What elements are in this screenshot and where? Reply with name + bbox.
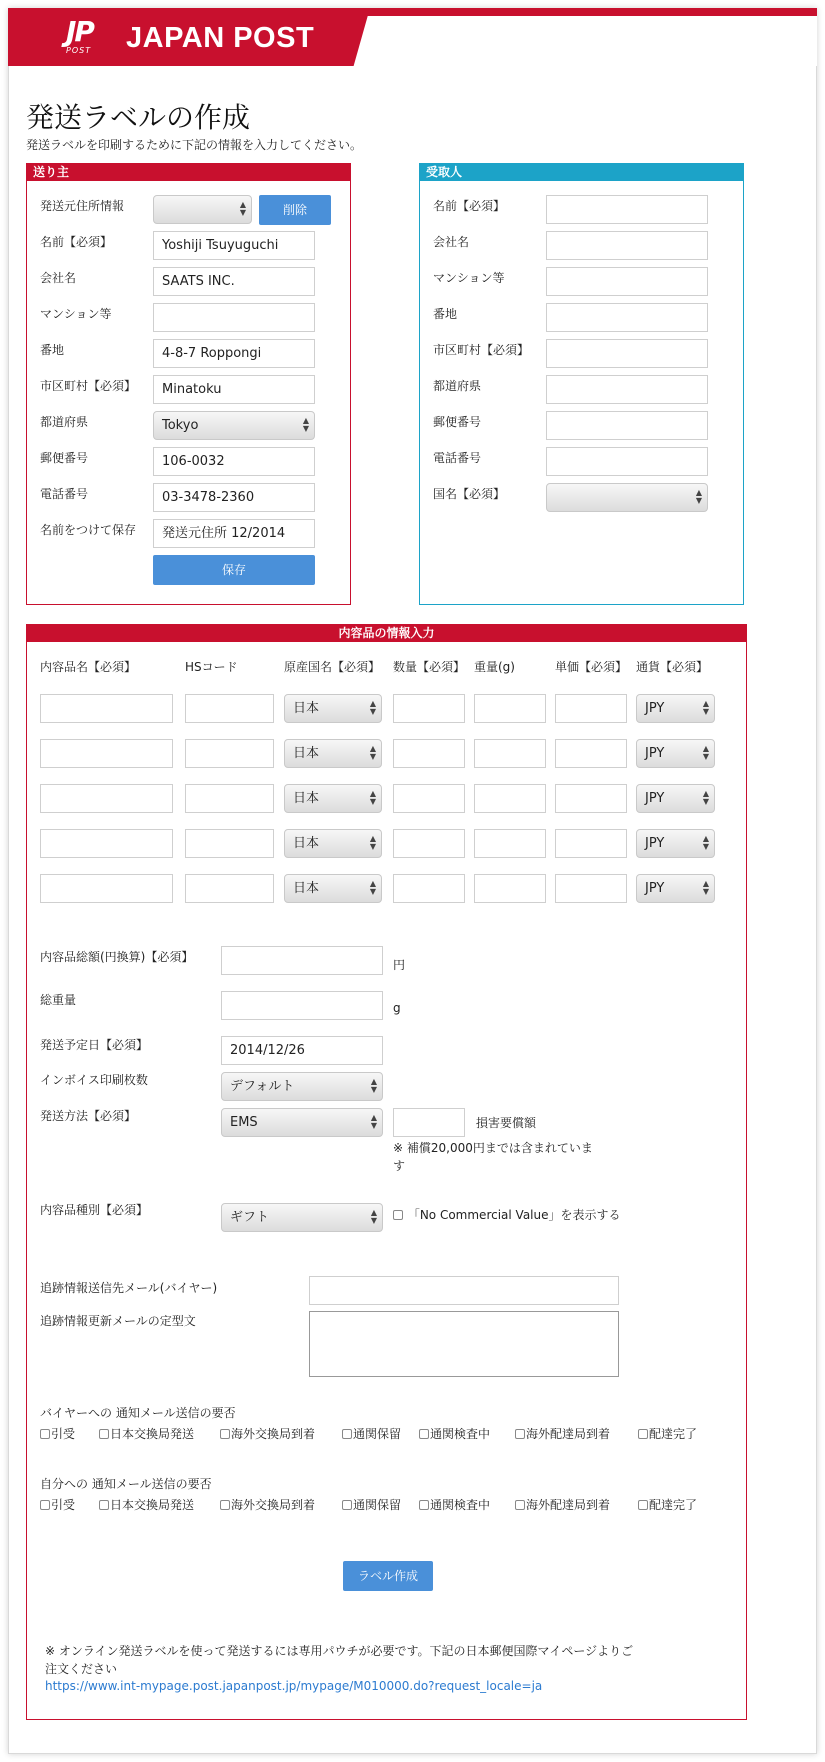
shipping-method-label: 発送方法【必須】: [40, 1109, 137, 1123]
checkbox-icon: [638, 1500, 648, 1510]
total-value-input[interactable]: [221, 946, 383, 975]
checkbox-icon: [342, 1429, 352, 1439]
receiver-company-input[interactable]: [546, 231, 708, 260]
col-hs-code: HSコード: [185, 660, 238, 674]
quantity-input[interactable]: [393, 784, 465, 813]
sender-city-label: 市区町村【必須】: [40, 379, 137, 393]
total-value-label: 内容品総額(円換算)【必須】: [40, 950, 194, 964]
receiver-building-input[interactable]: [546, 267, 708, 296]
sender-company-input[interactable]: SAATS INC.: [153, 267, 315, 296]
receiver-company-label: 会社名: [433, 235, 470, 249]
checkbox-icon: [99, 1429, 109, 1439]
sender-postal-input[interactable]: 106-0032: [153, 447, 315, 476]
unit-price-input[interactable]: [555, 829, 627, 858]
checkbox-icon: [342, 1500, 352, 1510]
origin-select[interactable]: 日本 ▲ ▼: [284, 694, 382, 723]
self-notify-checkbox[interactable]: [638, 1496, 697, 1513]
self-notify-option-label: 配達完了: [649, 1498, 698, 1512]
item-name-input[interactable]: [40, 784, 173, 813]
sender-name-label: 名前【必須】: [40, 235, 113, 249]
currency-select[interactable]: JPY ▲ ▼: [636, 739, 715, 768]
self-notify-checkbox[interactable]: [99, 1496, 194, 1513]
select-arrows-icon: ▲ ▼: [702, 879, 709, 896]
receiver-street-label: 番地: [433, 307, 458, 321]
item-type-select[interactable]: ギフト ▲ ▼: [221, 1203, 383, 1232]
invoice-copies-label: インボイス印刷枚数: [40, 1073, 148, 1087]
currency-select[interactable]: JPY ▲ ▼: [636, 784, 715, 813]
item-name-input[interactable]: [40, 829, 173, 858]
checkbox-icon: [515, 1429, 525, 1439]
select-arrows-icon: ▲ ▼: [702, 744, 709, 761]
sender-street-label: 番地: [40, 343, 65, 357]
quantity-input[interactable]: [393, 874, 465, 903]
logo-subtext: POST: [66, 46, 92, 55]
select-arrows-icon: ▲ ▼: [369, 834, 376, 851]
quantity-input[interactable]: [393, 829, 465, 858]
sender-phone-label: 電話番号: [40, 487, 89, 501]
select-arrows-icon: ▲ ▼: [369, 699, 376, 716]
receiver-building-label: マンション等: [433, 271, 505, 285]
unit-price-input[interactable]: [555, 694, 627, 723]
hs-code-input[interactable]: [185, 829, 274, 858]
unit-price-input[interactable]: [555, 739, 627, 768]
ship-date-input[interactable]: 2014/12/26: [221, 1036, 383, 1065]
select-arrows-icon: ▲ ▼: [369, 789, 376, 806]
col-weight: 重量(g): [474, 660, 515, 674]
page-title: 発送ラベルの作成: [26, 101, 251, 134]
select-arrows-icon: ▲ ▼: [239, 200, 246, 217]
select-arrows-icon: ▲ ▼: [369, 879, 376, 896]
sender-prefecture-label: 都道府県: [40, 415, 89, 429]
buyer-notify-checkbox[interactable]: [419, 1425, 490, 1442]
tracking-email-label: 追跡情報送信先メール(バイヤー): [40, 1281, 218, 1295]
select-arrows-icon: ▲ ▼: [702, 834, 709, 851]
shipping-method-select[interactable]: EMS ▲ ▼: [221, 1108, 383, 1137]
col-quantity: 数量【必須】: [393, 660, 466, 674]
self-notify-option-label: 海外交換局到着: [231, 1498, 316, 1512]
receiver-postal-label: 郵便番号: [433, 415, 482, 429]
save-name-label: 名前をつけて保存: [40, 523, 137, 537]
self-notify-label: 自分への 通知メール送信の要否: [40, 1477, 212, 1491]
total-weight-unit: g: [393, 1001, 401, 1015]
weight-input[interactable]: [474, 739, 546, 768]
buyer-notify-option-label: 引受: [51, 1427, 76, 1441]
tracking-template-textarea[interactable]: [309, 1311, 619, 1377]
japan-post-logo-icon: JP: [66, 15, 93, 48]
receiver-panel: [419, 163, 744, 605]
select-arrows-icon: ▲ ▼: [702, 699, 709, 716]
sender-panel: [26, 163, 351, 605]
insurance-note: ※ 補償20,000円までは含まれていま す: [393, 1141, 593, 1173]
weight-input[interactable]: [474, 829, 546, 858]
buyer-notify-checkbox[interactable]: [638, 1425, 697, 1442]
sender-prefecture-select[interactable]: Tokyo ▲ ▼: [153, 411, 315, 440]
receiver-name-label: 名前【必須】: [433, 199, 506, 213]
sender-building-input[interactable]: [153, 303, 315, 332]
hs-code-input[interactable]: [185, 784, 274, 813]
tracking-template-label: 追跡情報更新メールの定型文: [40, 1314, 196, 1328]
receiver-country-select[interactable]: [546, 483, 708, 512]
checkbox-icon: [220, 1429, 230, 1439]
select-arrows-icon: ▲ ▼: [302, 416, 309, 433]
select-arrows-icon: ▲ ▼: [369, 744, 376, 761]
self-notify-checkbox[interactable]: [220, 1496, 315, 1513]
currency-select[interactable]: JPY ▲ ▼: [636, 694, 715, 723]
total-value-unit: 円: [393, 958, 406, 972]
checkbox-icon: [220, 1500, 230, 1510]
total-weight-label: 総重量: [40, 993, 77, 1007]
self-notify-checkbox[interactable]: [40, 1496, 75, 1513]
self-notify-checkbox[interactable]: [419, 1496, 490, 1513]
brand-name[interactable]: JAPAN POST: [126, 22, 315, 54]
address-info-label: 発送元住所情報: [40, 199, 125, 213]
receiver-prefecture-input[interactable]: [546, 375, 708, 404]
checkbox-icon: [40, 1429, 50, 1439]
weight-input[interactable]: [474, 694, 546, 723]
insurance-input[interactable]: [393, 1108, 465, 1137]
buyer-notify-label: バイヤーへの 通知メール送信の要否: [40, 1406, 236, 1420]
buyer-notify-checkbox[interactable]: [342, 1425, 401, 1442]
save-button[interactable]: 保存: [153, 555, 315, 585]
invoice-copies-select[interactable]: デフォルト ▲ ▼: [221, 1072, 383, 1101]
checkbox-icon: [638, 1429, 648, 1439]
origin-select[interactable]: 日本 ▲ ▼: [284, 784, 382, 813]
receiver-name-input[interactable]: [546, 195, 708, 224]
buyer-notify-checkbox[interactable]: [99, 1425, 194, 1442]
checkbox-icon: [99, 1500, 109, 1510]
checkbox-icon: [515, 1500, 525, 1510]
col-origin: 原産国名【必須】: [284, 660, 381, 674]
checkbox-icon: [419, 1429, 429, 1439]
origin-select[interactable]: 日本 ▲ ▼: [284, 874, 382, 903]
currency-select[interactable]: JPY ▲ ▼: [636, 874, 715, 903]
receiver-city-label: 市区町村【必須】: [433, 343, 530, 357]
sender-postal-label: 郵便番号: [40, 451, 89, 465]
sender-building-label: マンション等: [40, 307, 112, 321]
quantity-input[interactable]: [393, 694, 465, 723]
currency-select[interactable]: JPY ▲ ▼: [636, 829, 715, 858]
unit-price-input[interactable]: [555, 874, 627, 903]
address-info-select[interactable]: [153, 195, 252, 224]
item-name-input[interactable]: [40, 874, 173, 903]
buyer-notify-option-label: 海外配達局到着: [526, 1427, 611, 1441]
quantity-input[interactable]: [393, 739, 465, 768]
hs-code-input[interactable]: [185, 694, 274, 723]
save-name-input[interactable]: 発送元住所 12/2014: [153, 519, 315, 548]
receiver-city-input[interactable]: [546, 339, 708, 368]
buyer-notify-checkbox[interactable]: [40, 1425, 75, 1442]
select-arrows-icon: ▲ ▼: [370, 1113, 377, 1130]
self-notify-option-label: 海外配達局到着: [526, 1498, 611, 1512]
footer-note: ※ オンライン発送ラベルを使って発送するには専用パウチが必要です。下記の日本郵便国際マイページよりご 注文ください: [45, 1644, 634, 1676]
receiver-phone-label: 電話番号: [433, 451, 482, 465]
self-notify-checkbox[interactable]: [342, 1496, 401, 1513]
self-notify-option-label: 引受: [51, 1498, 76, 1512]
col-item-name: 内容品名【必須】: [40, 660, 137, 674]
sender-company-label: 会社名: [40, 271, 77, 285]
sender-street-input[interactable]: 4-8-7 Roppongi: [153, 339, 315, 368]
col-unit-price: 単価【必須】: [555, 660, 628, 674]
self-notify-option-label: 通関検査中: [430, 1498, 491, 1512]
ship-date-label: 発送予定日【必須】: [40, 1038, 149, 1052]
buyer-notify-option-label: 日本交換局発送: [110, 1427, 195, 1441]
checkbox-icon: [393, 1210, 403, 1220]
receiver-prefecture-label: 都道府県: [433, 379, 482, 393]
buyer-notify-option-label: 通関検査中: [430, 1427, 491, 1441]
insurance-label: 損害要償額: [476, 1116, 537, 1130]
tracking-email-input[interactable]: [309, 1276, 619, 1305]
item-type-label: 内容品種別【必須】: [40, 1203, 149, 1217]
buyer-notify-checkbox[interactable]: [220, 1425, 315, 1442]
self-notify-option-label: 通関保留: [353, 1498, 402, 1512]
select-arrows-icon: ▲ ▼: [370, 1077, 377, 1094]
sender-phone-input[interactable]: 03-3478-2360: [153, 483, 315, 512]
unit-price-input[interactable]: [555, 784, 627, 813]
delete-button[interactable]: 削除: [259, 195, 331, 225]
receiver-street-input[interactable]: [546, 303, 708, 332]
checkbox-icon: [419, 1500, 429, 1510]
create-label-button[interactable]: ラベル作成: [343, 1561, 433, 1591]
header-bar: [8, 8, 817, 66]
receiver-country-label: 国名【必須】: [433, 487, 506, 501]
mypage-link[interactable]: https://www.int-mypage.post.japanpost.jp/mypage/M010000.do?request_locale=ja: [45, 1679, 543, 1693]
no-commercial-checkbox[interactable]: 「No Commercial Value」を表示する: [393, 1206, 621, 1223]
select-arrows-icon: ▲ ▼: [370, 1208, 377, 1225]
weight-input[interactable]: [474, 874, 546, 903]
contents-panel: [26, 624, 747, 1720]
buyer-notify-option-label: 配達完了: [649, 1427, 698, 1441]
item-name-input[interactable]: [40, 694, 173, 723]
buyer-notify-option-label: 海外交換局到着: [231, 1427, 316, 1441]
hs-code-input[interactable]: [185, 874, 274, 903]
weight-input[interactable]: [474, 784, 546, 813]
receiver-header: 受取人: [420, 164, 743, 181]
self-notify-checkbox[interactable]: [515, 1496, 610, 1513]
checkbox-icon: [40, 1500, 50, 1510]
receiver-postal-input[interactable]: [546, 411, 708, 440]
hs-code-input[interactable]: [185, 739, 274, 768]
contents-header: 内容品の情報入力: [27, 625, 746, 642]
sender-name-input[interactable]: Yoshiji Tsuyuguchi: [153, 231, 315, 260]
sender-city-input[interactable]: Minatoku: [153, 375, 315, 404]
page-subtitle: 発送ラベルを印刷するために下記の情報を入力してください。: [26, 138, 363, 152]
col-currency: 通貨【必須】: [636, 660, 709, 674]
buyer-notify-option-label: 通関保留: [353, 1427, 402, 1441]
origin-select[interactable]: 日本 ▲ ▼: [284, 829, 382, 858]
origin-select[interactable]: 日本 ▲ ▼: [284, 739, 382, 768]
total-weight-input[interactable]: [221, 991, 383, 1020]
item-name-input[interactable]: [40, 739, 173, 768]
select-arrows-icon: ▲ ▼: [702, 789, 709, 806]
buyer-notify-checkbox[interactable]: [515, 1425, 610, 1442]
receiver-phone-input[interactable]: [546, 447, 708, 476]
self-notify-option-label: 日本交換局発送: [110, 1498, 195, 1512]
select-arrows-icon: ▲ ▼: [695, 488, 702, 505]
sender-header: 送り主: [27, 164, 350, 181]
